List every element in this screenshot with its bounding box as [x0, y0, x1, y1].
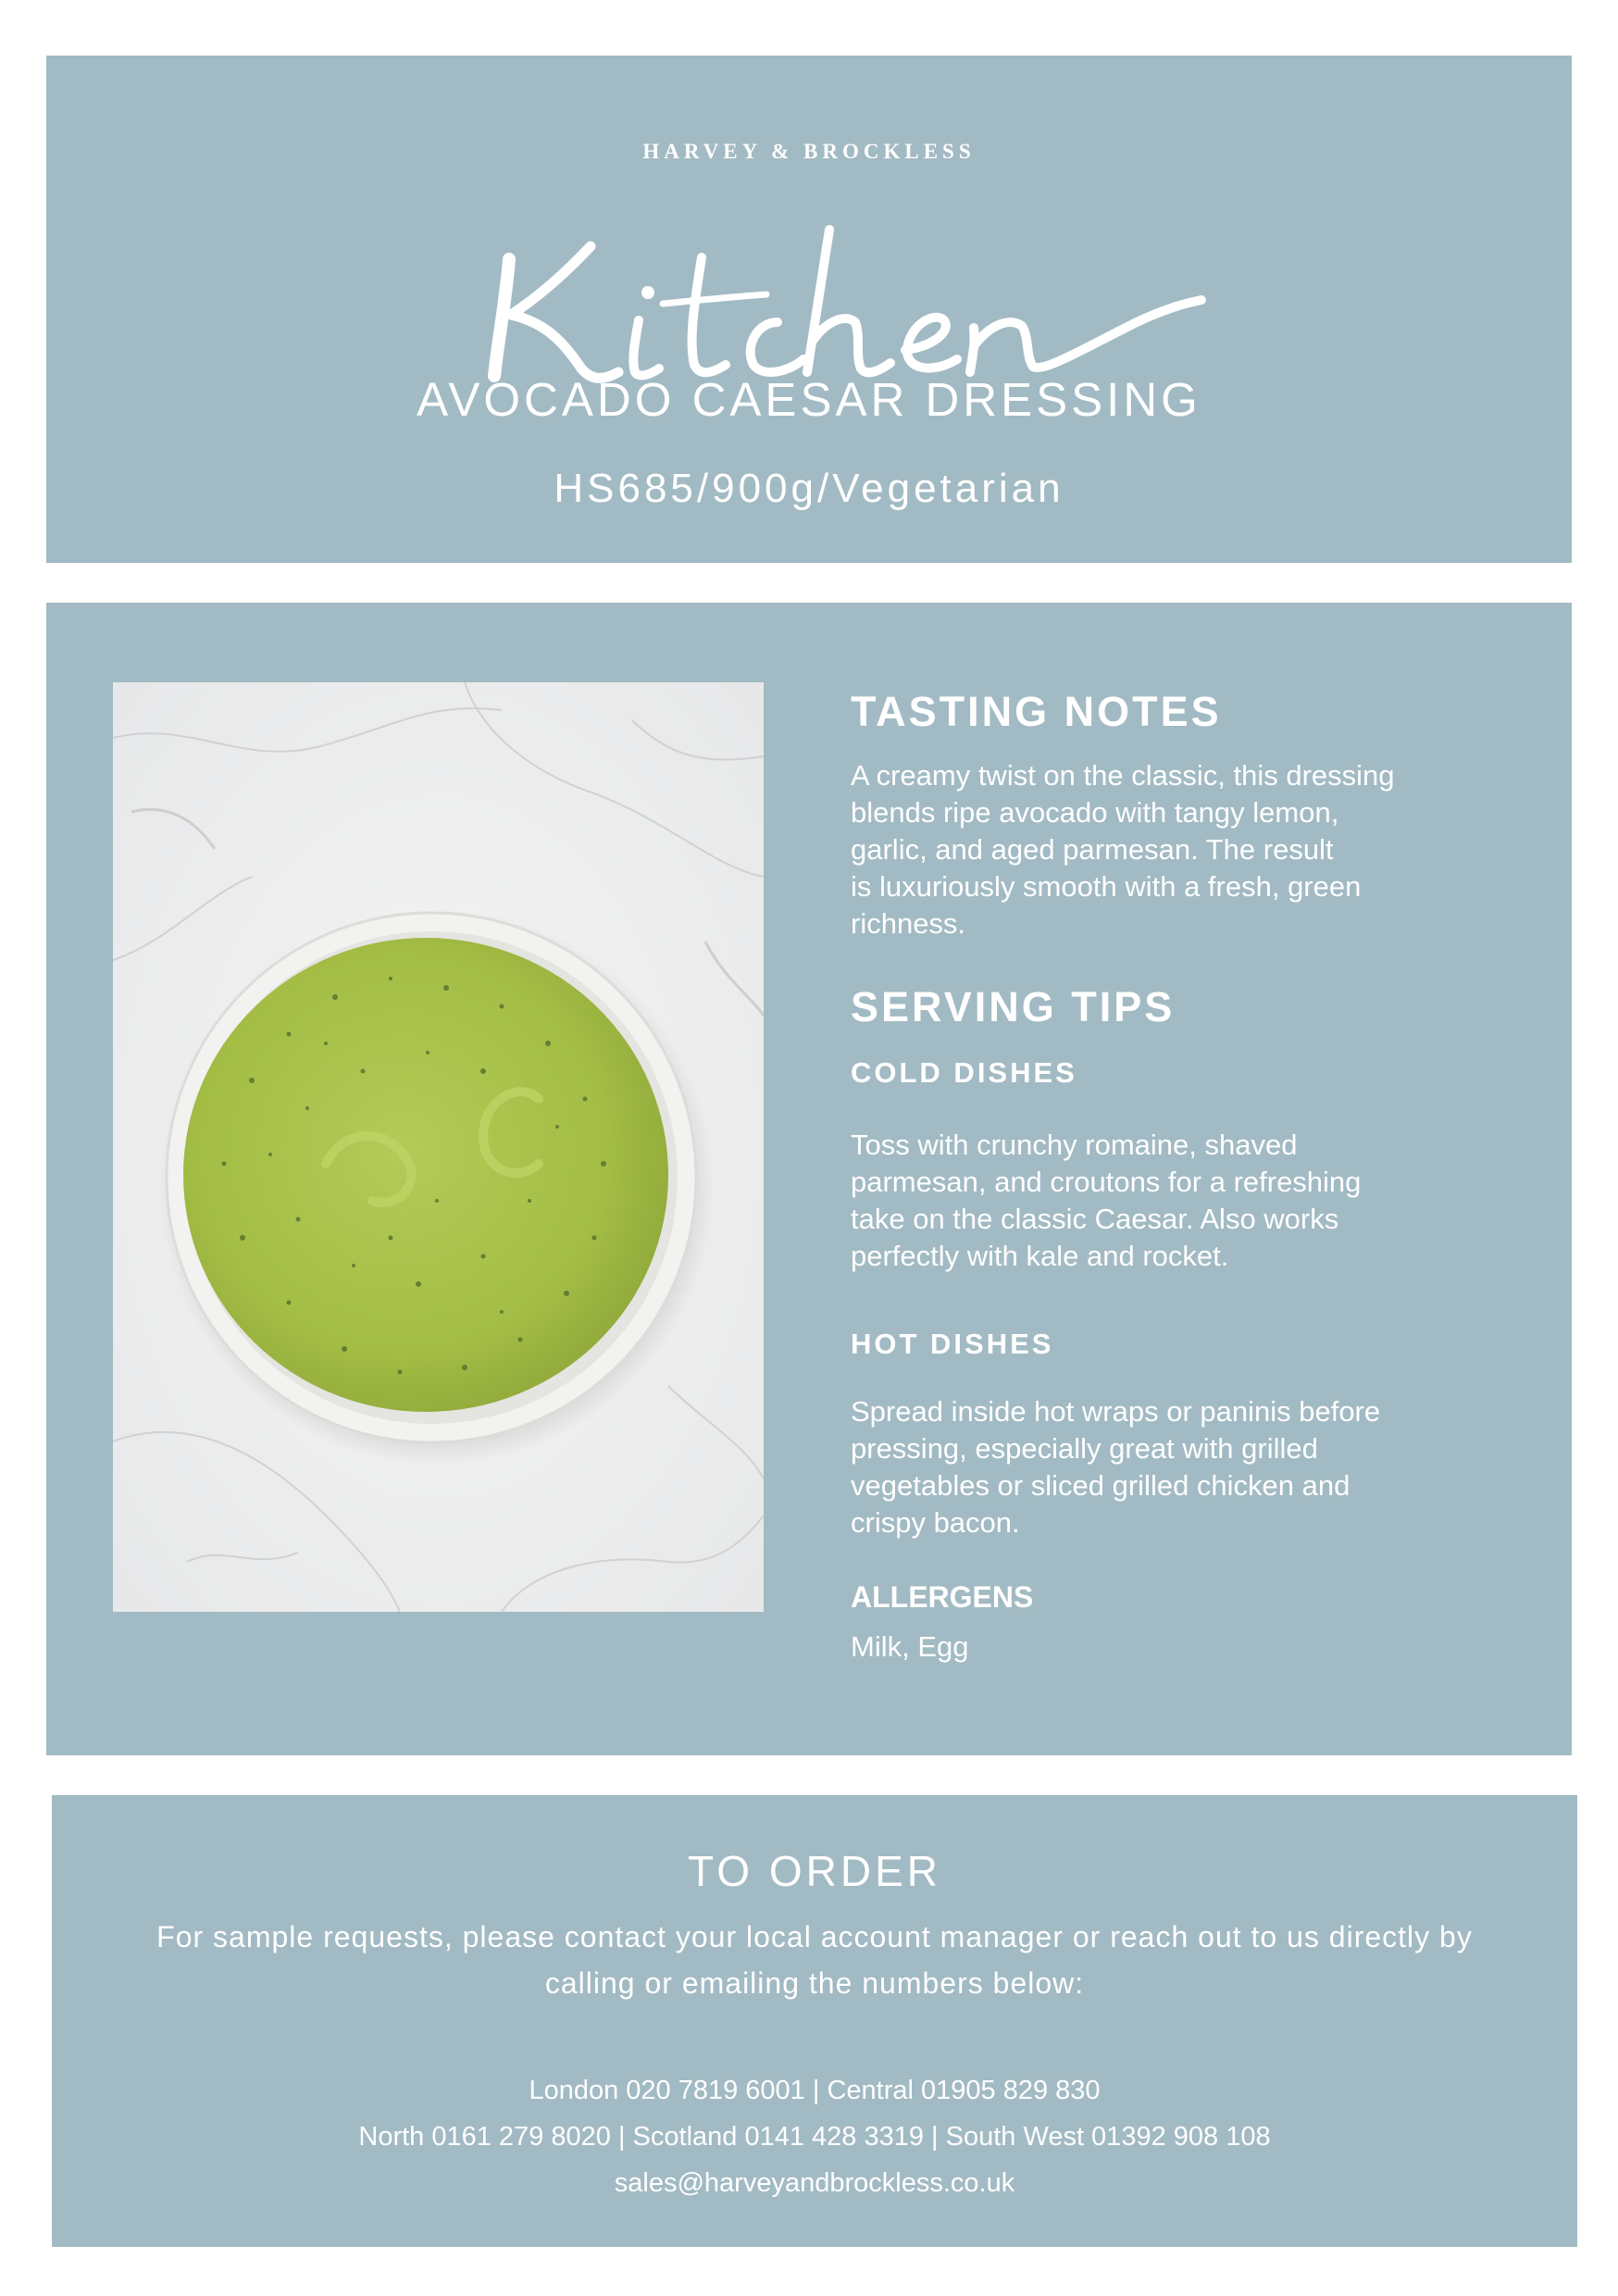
product-code: HS685/900g/Vegetarian — [554, 466, 1064, 511]
tasting-notes-line: richness. — [851, 907, 966, 940]
dressing-bowl-photo — [113, 682, 764, 1612]
cold-dishes-line: parmesan, and croutons for a refreshing — [851, 1166, 1362, 1198]
order-instructions-line: For sample requests, please contact your local account manager or reach out to us directly by — [156, 1920, 1473, 1953]
product-details — [851, 686, 1499, 1666]
cold-dishes-line: take on the classic Caesar. Also works — [851, 1203, 1339, 1235]
cold-dishes-line: Toss with crunchy romaine, shaved — [851, 1129, 1298, 1161]
order-instructions-line: calling or emailing the numbers below: — [544, 1966, 1085, 2000]
brand-name: HARVEY & BROCKLESS — [642, 140, 976, 163]
tasting-notes-line: A creamy twist on the classic, this dressing — [851, 759, 1395, 792]
kitchen-logo — [433, 174, 1220, 406]
order-panel — [52, 1795, 1577, 2247]
cold-dishes-line: perfectly with kale and rocket. — [851, 1240, 1229, 1272]
hot-dishes-heading: HOT DISHES — [851, 1328, 1054, 1360]
header-panel — [46, 56, 1572, 563]
hot-dishes-line: vegetables or sliced grilled chicken and — [851, 1469, 1350, 1502]
product-title: AVOCADO CAESAR DRESSING — [417, 373, 1201, 426]
allergens-value: Milk, Egg — [851, 1630, 969, 1663]
cold-dishes-heading: COLD DISHES — [851, 1056, 1077, 1089]
serving-tips-heading: SERVING TIPS — [851, 983, 1176, 1030]
hot-dishes-line: pressing, especially great with grilled — [851, 1432, 1318, 1465]
contact-email[interactable]: sales@harveyandbrockless.co.uk — [614, 2168, 1015, 2198]
order-instructions — [144, 1914, 1485, 2006]
to-order-heading: TO ORDER — [688, 1847, 941, 1895]
contact-numbers-line: London 020 7819 6001 | Central 01905 829 830 — [529, 2076, 1101, 2105]
hot-dishes-line: crispy bacon. — [851, 1506, 1020, 1539]
hot-dishes-line: Spread inside hot wraps or paninis before — [851, 1395, 1381, 1428]
tasting-notes-line: garlic, and aged parmesan. The result — [851, 833, 1334, 866]
tasting-notes-heading: TASTING NOTES — [851, 688, 1222, 735]
tasting-notes-line: is luxuriously smooth with a fresh, green — [851, 870, 1362, 903]
allergens-heading: ALLERGENS — [851, 1580, 1034, 1614]
tasting-notes-line: blends ripe avocado with tangy lemon, — [851, 796, 1339, 829]
contact-numbers-line: North 0161 279 8020 | Scotland 0141 428 3319 | South West 01392 908 108 — [358, 2122, 1271, 2152]
content-panel — [46, 603, 1572, 1755]
